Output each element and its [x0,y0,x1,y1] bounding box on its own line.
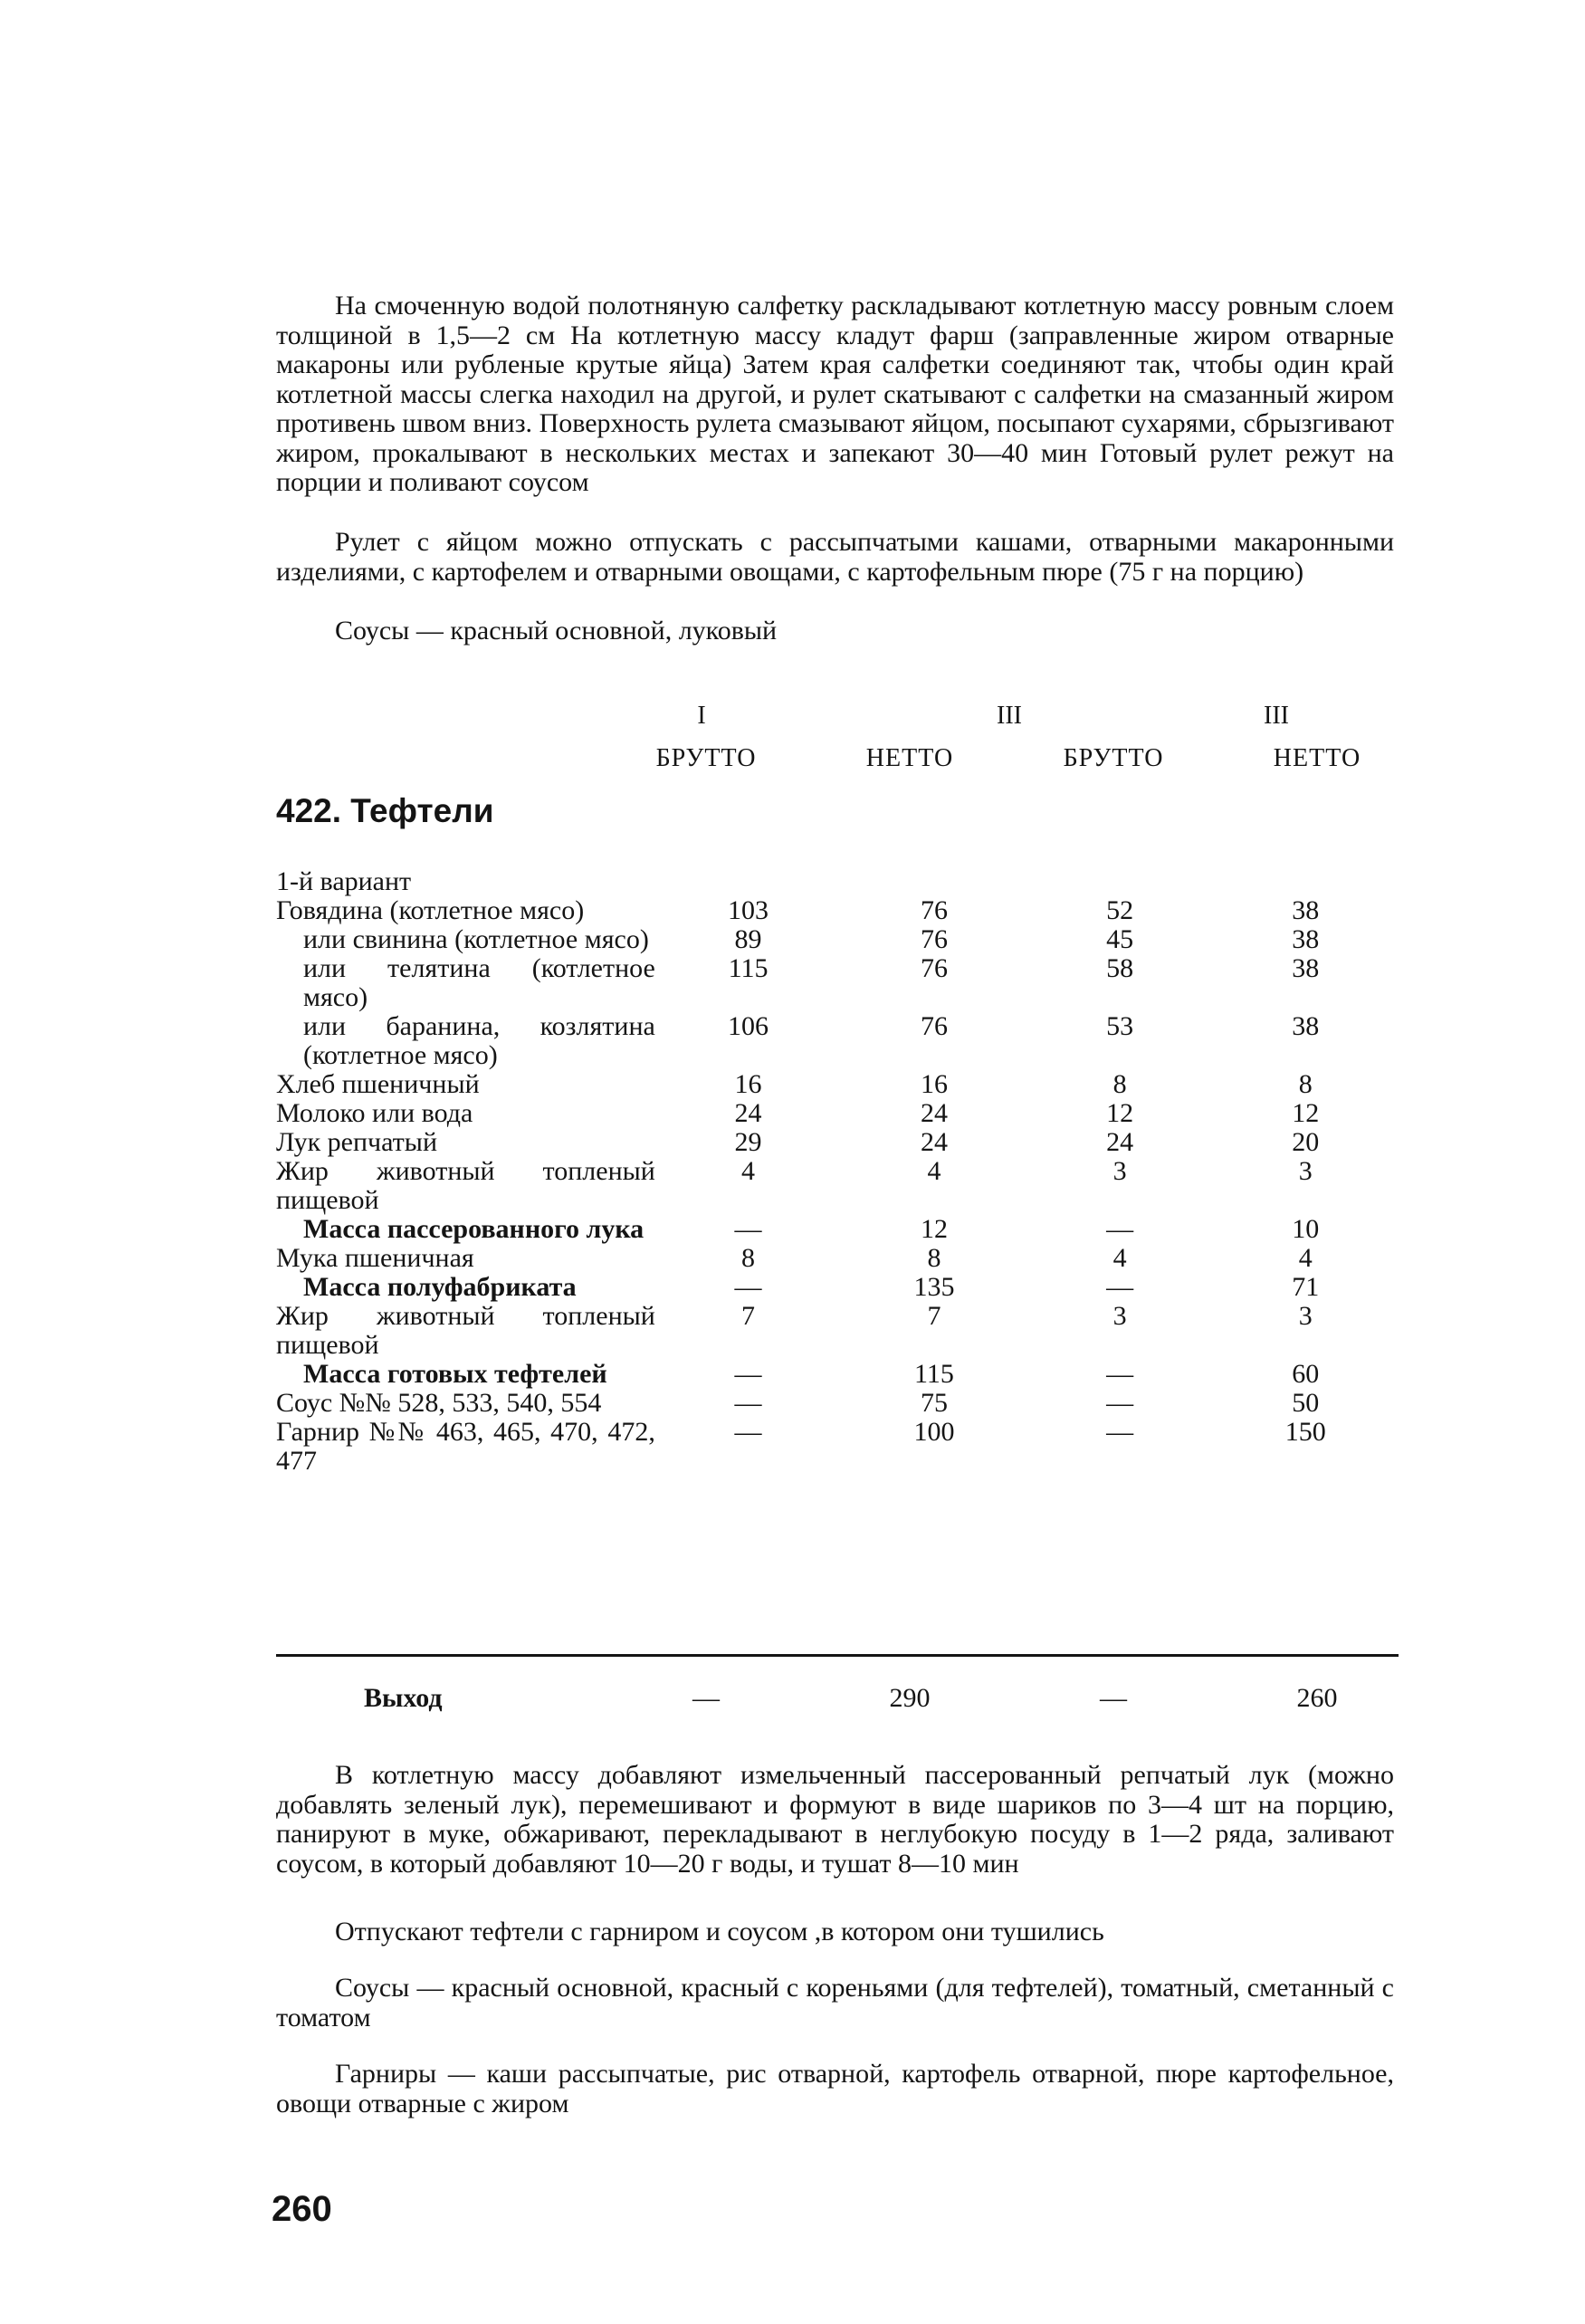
ingredient-value: — [734,1272,762,1302]
ingredient-name: Жир животный топленый пищевой [276,1301,655,1360]
garnish-paragraph: Гарниры — каши рассыпчатые, рис отварной, картофель отварной, пюре картофельное, овощи отварные с жиром [276,2059,1394,2118]
ingredient-value: 4 [927,1156,941,1186]
ingredient-row [276,1157,1399,1215]
ingredient-value: 8 [1112,1069,1127,1099]
ingredient-value: 24 [734,1098,762,1128]
ingredient-name: или свинина (котлетное мясо) [303,924,649,954]
ingredient-name: Жир животный топленый пищевой [276,1156,655,1215]
intro-paragraph-2: Рулет с яйцом можно отпускать с рассыпчатыми кашами, отварными макаронными изделиями, с картофелем и отварными овощами, с картофельным пюре (75 г на порцию) [276,527,1394,587]
ingredient-row [276,1128,1399,1157]
ingredient-name: Лук репчатый [276,1127,437,1157]
ingredient-value: 38 [1292,953,1320,983]
ingredient-name: или баранина, козлятина (котлетное мясо) [303,1011,655,1070]
ingredient-value: 7 [741,1301,756,1331]
ingredient-value: 58 [1106,953,1134,983]
ingredient-value: 16 [734,1069,762,1099]
yield-netto-1: 290 [889,1683,931,1713]
ingredient-row [276,1389,1399,1418]
column-brutto-2: БРУТТО [1063,744,1164,772]
ingredient-row [276,1012,1399,1070]
ingredient-row [276,1244,1399,1273]
ingredient-name: или телятина (котлетное мясо) [303,953,655,1012]
ingredient-value: 12 [920,1214,948,1244]
ingredient-value: 53 [1106,1011,1134,1041]
ingredient-name: Масса пассерованного лука [303,1214,645,1244]
ingredient-value: 76 [920,924,948,954]
serving-paragraph: Отпускают тефтели с гарниром и соусом ,в котором они тушились [335,1917,1104,1946]
ingredient-name: Говядина (котлетное мясо) [276,895,585,925]
ingredient-value: 135 [913,1272,955,1302]
ingredient-row [276,925,1399,954]
ingredient-name: Соус №№ 528, 533, 540, 554 [276,1388,602,1418]
column-netto-1: НЕТТО [865,744,954,772]
ingredient-value: 38 [1292,924,1320,954]
ingredient-value: 4 [1298,1243,1313,1273]
ingredient-value: 45 [1106,924,1134,954]
ingredient-row [276,1273,1399,1302]
ingredient-value: — [734,1214,762,1244]
ingredient-value: 12 [1106,1098,1134,1128]
variant-row [276,867,1399,896]
ingredient-value: 100 [913,1417,955,1447]
ingredient-value: — [1106,1359,1134,1389]
ingredient-row [276,1302,1399,1360]
ingredient-row [276,1418,1399,1476]
ingredient-name: Хлеб пшеничный [276,1069,480,1099]
ingredient-value: 8 [741,1243,756,1273]
ingredient-name: Масса полуфабриката [303,1272,577,1302]
column-netto-2: НЕТТО [1273,744,1361,772]
ingredient-value: 12 [1292,1098,1320,1128]
intro-paragraph-1: На смоченную водой полотняную салфетку раскладывают котлетную массу ровным слоем толщиной в 1,5—2 см На котлетную массу кладут фарш (заправленные жиром отварные макароны или рубленые крутые яйца) Затем края салфетки соединяют так, чтобы один край котлетной массы слегка находил на другой, и рулет скатывают с салфетки на смазанный жиром противень швом вниз. Поверхность рулета смазывают яйцом, посыпают сухарями, сбрызгивают жиром, прокалывают в нескольких местах и запекают 30—40 мин Готовый рулет режут на порции и поливают соусом [276,291,1394,497]
method-paragraph: В котлетную массу добавляют измельченный пассерованный репчатый лук (можно добавлять зеленый лук), перемешивают и формуют в виде шариков по 3—4 шт на порцию, панируют в муке, обжаривают, перекладывают в неглубокую посуду в 1—2 ряда, заливают соусом, в который добавляют 10—20 г воды, и тушат 8—10 мин [276,1760,1394,1879]
ingredient-value: 16 [920,1069,948,1099]
ingredient-value: — [734,1417,762,1447]
ingredient-value: 106 [728,1011,769,1041]
ingredient-row [276,1099,1399,1128]
ingredient-value: 50 [1292,1388,1320,1418]
ingredient-value: 3 [1298,1156,1313,1186]
ingredient-value: 89 [734,924,762,954]
yield-brutto-1: — [692,1683,720,1713]
yield-brutto-2: — [1100,1683,1127,1713]
yield-netto-2: 260 [1296,1683,1338,1713]
column-group-1: I [697,702,706,730]
intro-sauces: Соусы — красный основной, луковый [335,616,778,646]
ingredient-value: 10 [1292,1214,1320,1244]
sauces-paragraph: Соусы — красный основной, красный с кореньями (для тефтелей), томатный, сметанный с томатом [276,1973,1394,2032]
ingredient-value: 4 [1112,1243,1127,1273]
ingredient-value: — [1106,1272,1134,1302]
ingredient-value: — [1106,1417,1134,1447]
ingredient-value: 115 [728,953,769,983]
ingredient-value: 103 [728,895,769,925]
ingredient-value: — [1106,1214,1134,1244]
ingredient-value: 24 [920,1127,948,1157]
variant-label: 1-й вариант [276,866,412,896]
ingredient-name: Масса готовых тефтелей [303,1359,607,1389]
ingredient-value: 4 [741,1156,756,1186]
ingredient-value: — [734,1359,762,1389]
ingredient-value: — [1106,1388,1134,1418]
ingredient-name: Молоко или вода [276,1098,473,1128]
column-group-2: III [997,702,1022,730]
ingredient-value: 3 [1298,1301,1313,1331]
ingredient-row [276,1360,1399,1389]
ingredient-value: 24 [920,1098,948,1128]
ingredient-value: 29 [734,1127,762,1157]
ingredient-value: 20 [1292,1127,1320,1157]
page-number: 260 [272,2189,332,2229]
ingredient-value: 3 [1112,1156,1127,1186]
ingredient-value: 8 [927,1243,941,1273]
column-brutto-1: БРУТТО [655,744,757,772]
ingredient-row [276,1215,1399,1244]
ingredient-row [276,1070,1399,1099]
ingredient-value: 7 [927,1301,941,1331]
ingredient-row [276,896,1399,925]
ingredient-value: 115 [914,1359,954,1389]
ingredient-value: 8 [1298,1069,1313,1099]
ingredient-value: 76 [920,1011,948,1041]
ingredient-value: 3 [1112,1301,1127,1331]
ingredient-value: — [734,1388,762,1418]
ingredient-value: 150 [1284,1417,1326,1447]
ingredient-value: 76 [920,895,948,925]
ingredient-value: 71 [1292,1272,1320,1302]
ingredient-value: 60 [1292,1359,1320,1389]
ingredient-value: 24 [1106,1127,1134,1157]
yield-label: Выход [364,1683,443,1713]
ingredient-row [276,954,1399,1012]
ingredient-value: 52 [1106,895,1134,925]
ingredient-value: 76 [920,953,948,983]
ingredient-value: 38 [1292,895,1320,925]
table-divider [276,1654,1399,1657]
column-group-3: III [1264,702,1289,730]
ingredient-name: Гарнир №№ 463, 465, 470, 472, 477 [276,1417,655,1476]
ingredient-name: Мука пшеничная [276,1243,474,1273]
recipe-title: 422. Тефтели [276,792,494,829]
ingredients-table [276,867,1399,1476]
ingredient-value: 75 [920,1388,948,1418]
ingredient-value: 38 [1292,1011,1320,1041]
